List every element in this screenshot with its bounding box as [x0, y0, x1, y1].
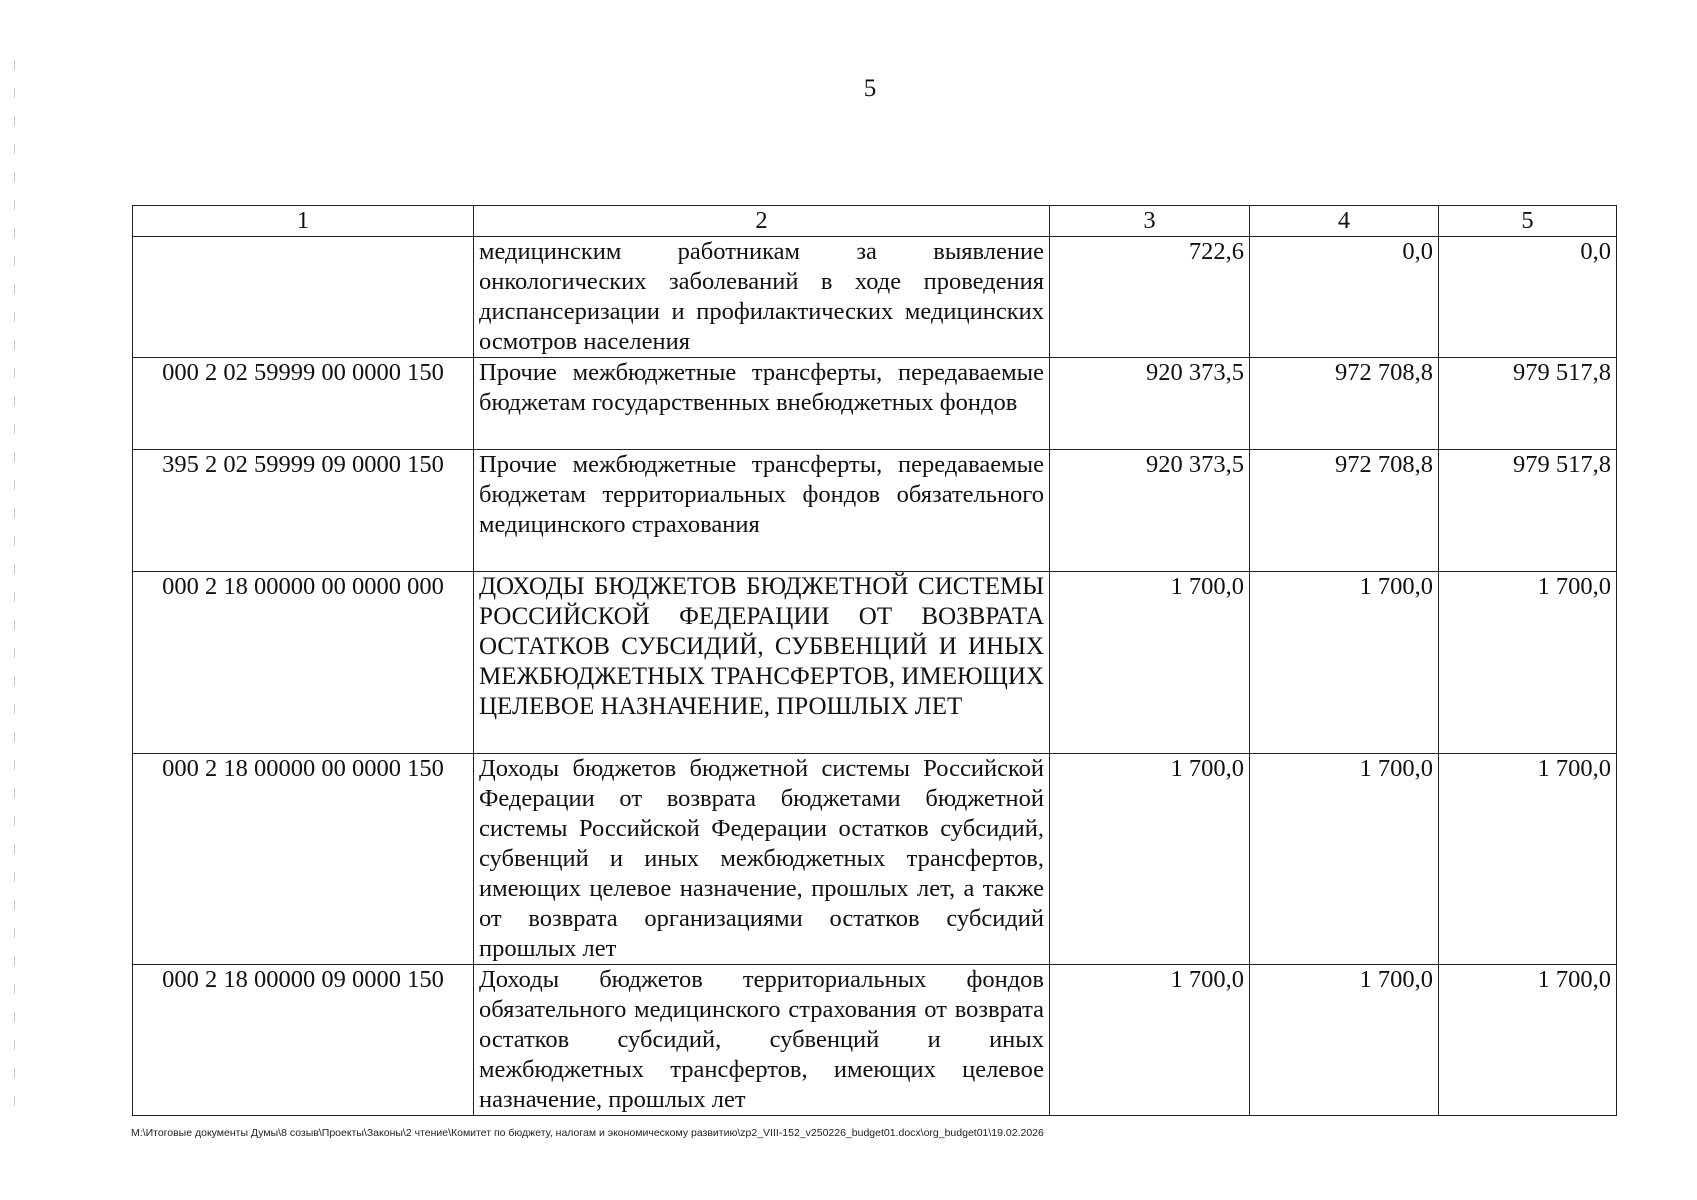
row-value-col5: 1 700,0	[1439, 572, 1617, 754]
column-header-2: 2	[474, 206, 1050, 237]
row-value-col3: 1 700,0	[1050, 572, 1250, 754]
page-number: 5	[863, 75, 877, 102]
row-description: Прочие межбюджетные трансферты, передаваемые бюджетам территориальных фондов обязательного медицинского страхования	[474, 450, 1050, 572]
row-code: 000 2 18 00000 09 0000 150	[133, 965, 474, 1116]
row-value-col4: 972 708,8	[1250, 450, 1439, 572]
row-value-col4: 1 700,0	[1250, 754, 1439, 965]
row-value-col5: 1 700,0	[1439, 754, 1617, 965]
column-header-1: 1	[133, 206, 474, 237]
row-value-col3: 920 373,5	[1050, 358, 1250, 450]
table-row	[133, 572, 1617, 754]
row-value-col4: 1 700,0	[1250, 965, 1439, 1116]
row-value-col5: 979 517,8	[1439, 358, 1617, 450]
row-code: 000 2 02 59999 00 0000 150	[133, 358, 474, 450]
scan-margin-line	[14, 60, 15, 1110]
row-code: 395 2 02 59999 09 0000 150	[133, 450, 474, 572]
row-value-col4: 972 708,8	[1250, 358, 1439, 450]
row-code	[133, 237, 474, 358]
header-row	[133, 206, 1617, 237]
table-row	[133, 450, 1617, 572]
row-value-col5: 979 517,8	[1439, 450, 1617, 572]
column-header-3: 3	[1050, 206, 1250, 237]
row-value-col3: 920 373,5	[1050, 450, 1250, 572]
row-description: медицинским работникам за выявление онкологических заболеваний в ходе проведения диспансеризации и профилактических медицинских осмотров населения	[474, 237, 1050, 358]
row-description: Доходы бюджетов бюджетной системы Российской Федерации от возврата бюджетами бюджетной системы Российской Федерации остатков субсидий, субвенций и иных межбюджетных трансфертов, имеющих целевое назначение, прошлых лет, а также от возврата организациями остатков субсидий прошлых лет	[474, 754, 1050, 965]
row-code: 000 2 18 00000 00 0000 150	[133, 754, 474, 965]
table-row	[133, 358, 1617, 450]
column-header-4: 4	[1250, 206, 1439, 237]
row-value-col4: 0,0	[1250, 237, 1439, 358]
row-description: Доходы бюджетов территориальных фондов обязательного медицинского страхования от возврата остатков субсидий, субвенций и иных межбюджетных трансфертов, имеющих целевое назначение, прошлых лет	[474, 965, 1050, 1116]
column-header-5: 5	[1439, 206, 1617, 237]
row-value-col5: 1 700,0	[1439, 965, 1617, 1116]
row-description: ДОХОДЫ БЮДЖЕТОВ БЮДЖЕТНОЙ СИСТЕМЫ РОССИЙСКОЙ ФЕДЕРАЦИИ ОТ ВОЗВРАТА ОСТАТКОВ СУБСИДИЙ, СУБВЕНЦИЙ И ИНЫХ МЕЖБЮДЖЕТНЫХ ТРАНСФЕРТОВ, ИМЕЮЩИХ ЦЕЛЕВОЕ НАЗНАЧЕНИЕ, ПРОШЛЫХ ЛЕТ	[474, 572, 1050, 754]
table-row	[133, 237, 1617, 358]
row-value-col3: 1 700,0	[1050, 754, 1250, 965]
row-value-col3: 1 700,0	[1050, 965, 1250, 1116]
footer-file-path: M:\Итоговые документы Думы\8 созыв\Проекты\Законы\2 чтение\Комитет по бюджету, налогам и экономическому развитию\zp2_VIII-152_v250226_budget01.docx\org_budget01\19.02.2026	[131, 1127, 1044, 1139]
row-value-col3: 722,6	[1050, 237, 1250, 358]
budget-table	[132, 205, 1617, 1116]
row-description: Прочие межбюджетные трансферты, передаваемые бюджетам государственных внебюджетных фондов	[474, 358, 1050, 450]
table-row	[133, 754, 1617, 965]
row-value-col4: 1 700,0	[1250, 572, 1439, 754]
row-value-col5: 0,0	[1439, 237, 1617, 358]
row-code: 000 2 18 00000 00 0000 000	[133, 572, 474, 754]
table-row	[133, 965, 1617, 1116]
